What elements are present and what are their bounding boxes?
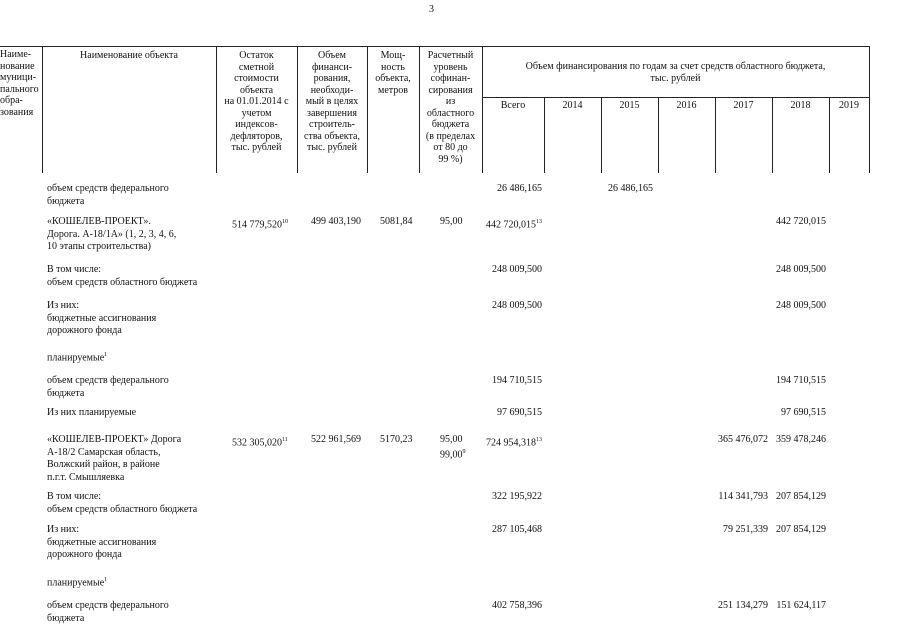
cell-finance-need-value: 499 403,190 [311,216,361,227]
row-label-line [47,613,169,626]
row-label-text: бюджета [47,195,85,207]
cell-total [492,600,542,612]
row-label-line [47,183,169,196]
header-line: бюджета [431,119,470,130]
cell-total-value: 442 720,015 [486,219,536,231]
cell-capacity [380,216,413,228]
header-line: нование [0,60,35,72]
row-label-line [47,349,107,365]
cell-2015-value: 26 486,165 [608,183,653,194]
cell-2017 [718,600,768,612]
row-label-text: бюджета [47,387,85,399]
cell-cofinance-value: 95,00 [440,434,463,445]
cell-total [497,183,542,195]
header-line: Объем финансирования по годам за счет средств областного бюджета, [525,61,826,72]
row-label-line [47,325,156,338]
table-header [0,46,870,173]
header-line: софинан- [430,73,471,84]
row-label-line [47,459,181,472]
cell-finance-need [311,216,361,228]
row-label [47,574,107,590]
cell-total [492,375,542,387]
header-line: сметной [238,61,275,73]
row-label-text: бюджета [47,612,85,624]
cell-total [486,216,542,231]
header-line: мый в целях [305,96,359,107]
header-finance-need [297,50,367,154]
header-line: Наиме- [0,49,32,60]
header-years-title [482,61,869,84]
header-line: обра- [0,95,23,106]
header-line: тыс. рублей [307,142,357,153]
row-label-text: Из них: [47,524,80,535]
cell-2018 [781,407,826,419]
row-label-line [47,300,156,313]
header-line: объекта [239,84,274,96]
cell-2018-value: 151 624,117 [776,600,826,611]
row-label [47,524,156,562]
row-label-text: 10 этапы строительства) [47,241,151,252]
cell-2017 [718,491,768,503]
header-line: строитель- [309,119,355,130]
row-label-text: В том числе: [47,491,102,502]
cell-remainder [232,216,288,231]
cell-2018-value: 207 854,129 [776,524,826,535]
row-label-text: объем средств областного бюджета [47,503,198,515]
header-year: 2018 [790,100,811,111]
row-label [47,300,156,338]
header-line: тыс. рублей [231,142,282,153]
row-label-text: объем средств федерального [47,375,169,386]
cell-2018-value: 442 720,015 [776,216,826,227]
row-label-line [47,216,176,229]
row-label-line [47,229,176,242]
row-label-line [47,388,169,401]
years-divider [482,97,869,98]
row-label-text: бюджетные ассигнования [47,536,157,548]
row-label [47,349,107,365]
row-label-line [47,434,181,447]
cell-total-value: 287 105,468 [492,524,542,535]
header-line: завершения [307,107,357,119]
cell-2018-value: 248 009,500 [776,264,826,275]
row-label-text: В том числе: [47,264,102,275]
row-label-text: «КОШЕЛЕВ-ПРОЕКТ». [47,216,151,227]
footnote-mark: 13 [536,437,542,443]
header-line: пального [0,83,39,95]
cell-cofinance-value: 95,00 [440,216,463,227]
col-divider [869,47,870,173]
header-line: 99 %) [438,153,463,165]
header-object-name: Наименование объекта [80,50,178,61]
header-cofinance [419,50,482,165]
row-label-text: Из них планируемые [47,407,137,418]
row-label [47,264,197,289]
cell-cofinance [440,216,463,228]
cell-total-value: 26 486,165 [497,183,542,194]
cell-total-value: 402 758,396 [492,600,542,611]
header-year: 2017 [733,100,754,111]
cell-capacity-value: 5081,84 [380,216,413,227]
cell-2017 [723,524,768,536]
footnote-mark: 11 [282,437,288,443]
cell-2018-value: 359 478,246 [776,434,826,445]
header-line: дефляторов, [230,130,283,142]
header-line: зования [0,106,34,118]
row-label-text: Дорога. А-18/1А» (1, 2, 3, 4, 6, [47,228,177,240]
header-line: необходи- [310,84,354,96]
row-label-text: планируемые [47,577,105,589]
header-line: Объем [318,50,346,61]
header-line: Расчетный [427,50,474,61]
header-line: метров [378,84,408,96]
header-line: от 80 до [433,142,468,153]
cell-2017-value: 251 134,279 [718,600,768,611]
header-line: областного [426,107,475,119]
cell-remainder-value: 514 779,520 [232,219,282,231]
row-label-text: Из них: [47,300,80,311]
header-line: стоимости [234,73,279,84]
header-line: ства объекта, [304,130,360,142]
row-label-text: объем средств областного бюджета [47,276,198,288]
header-year: 2016 [676,100,697,111]
cell-cofinance [440,434,463,446]
row-label-line [47,196,169,209]
header-remainder [216,50,297,154]
row-label-line [47,472,181,485]
cell-2017-value: 114 341,793 [718,491,768,502]
footnote-mark: 1 [104,577,108,583]
cell-2018 [776,524,826,536]
header-line: учетом [241,107,272,119]
col-divider [42,47,43,173]
header-line: Остаток [239,50,274,61]
cell-2018 [776,216,826,228]
row-label-line [47,264,197,277]
header-line: (в пределах [425,130,476,142]
header-line: индексов- [235,119,278,130]
footnote-mark: 1 [104,352,108,358]
header-line: уровень [433,61,468,73]
cell-2017 [718,434,768,446]
row-label-text: Волжский район, в районе [47,459,160,470]
cell-total-value: 248 009,500 [492,264,542,275]
cell-2018 [776,300,826,312]
header-line: ность [381,61,405,73]
header-year: 2019 [839,100,859,111]
cell-remainder [232,434,288,449]
cell-finance-need [311,434,361,446]
row-label-text: А-18/2 Самарская область, [47,446,161,458]
header-line: сирования [428,84,473,96]
row-label-text: объем средств федерального [47,183,169,194]
cell-2018 [776,375,826,387]
cell-capacity-value: 5170,23 [380,434,413,445]
row-label-text: п.г.т. Смышляевка [47,471,125,483]
page-number: 3 [429,4,434,15]
cell-2018-value: 207 854,129 [776,491,826,502]
header-capacity [367,50,419,96]
header-year: 2015 [619,100,640,111]
cell-total-value: 97 690,515 [497,407,542,418]
row-label [47,375,169,400]
row-label-line [47,375,169,388]
cell-2018-value: 97 690,515 [781,407,826,418]
header-line: тыс. рублей [650,72,701,84]
row-label-text: дорожного фонда [47,549,122,560]
row-label-line [47,241,176,254]
cell-2015 [608,183,653,195]
cell-cofinance-value: 99,00 [440,449,463,461]
cell-total [492,524,542,536]
header-line: на 01.01.2014 с [224,96,289,107]
row-label-line [47,504,197,517]
footnote-mark: 13 [536,219,542,225]
cell-2018-value: 248 009,500 [776,300,826,311]
cell-capacity [380,434,413,446]
cell-remainder-value: 532 305,020 [232,437,282,449]
header-line: финанси- [311,61,353,73]
row-label-line [47,277,197,290]
row-label-text: «КОШЕЛЕВ-ПРОЕКТ» Дорога [47,434,182,445]
row-label-text: объем средств федерального [47,600,169,611]
cell-2018 [776,434,826,446]
cell-total-value: 248 009,500 [492,300,542,311]
row-label-line [47,537,156,550]
cell-total-value: 322 195,922 [492,491,542,502]
footnote-mark: 10 [282,219,288,225]
cell-total [492,491,542,503]
row-label-text: дорожного фонда [47,325,122,336]
cell-total [492,300,542,312]
row-label [47,491,197,516]
row-label [47,600,169,625]
header-line: рования, [313,73,351,84]
cell-2017-value: 79 251,339 [723,524,768,535]
row-label [47,407,136,420]
row-label-line [47,524,156,537]
row-label-line [47,313,156,326]
row-label [47,434,181,484]
row-label-text: планируемые [47,352,105,364]
row-label-line [47,549,156,562]
row-label-line [47,447,181,460]
cell-total [492,264,542,276]
header-municipality [0,49,42,118]
cell-2018 [776,264,826,276]
cell-2018 [776,491,826,503]
cell-2018 [776,600,826,612]
row-label [47,183,169,208]
footnote-mark: 9 [462,449,466,455]
header-year: 2014 [562,100,583,111]
header-line: Мощ- [380,50,406,61]
row-label-text: бюджетные ассигнования [47,312,157,324]
cell-total-value: 194 710,515 [492,375,542,386]
header-year: Всего [500,100,526,111]
row-label-line [47,574,107,590]
header-line: муници- [0,72,37,83]
cell-2017-value: 365 476,072 [718,434,768,445]
cell-finance-need-value: 522 961,569 [311,434,361,445]
row-label-line [47,491,197,504]
header-line: из [445,96,456,107]
cell-cofinance [440,446,466,461]
header-line: объекта, [375,73,411,84]
row-label-line [47,600,169,613]
cell-total [486,434,542,449]
cell-total [497,407,542,419]
row-label-line [47,407,136,420]
header-years [482,100,869,114]
cell-total-value: 724 954,318 [486,437,536,449]
cell-2018-value: 194 710,515 [776,375,826,386]
row-label [47,216,176,254]
